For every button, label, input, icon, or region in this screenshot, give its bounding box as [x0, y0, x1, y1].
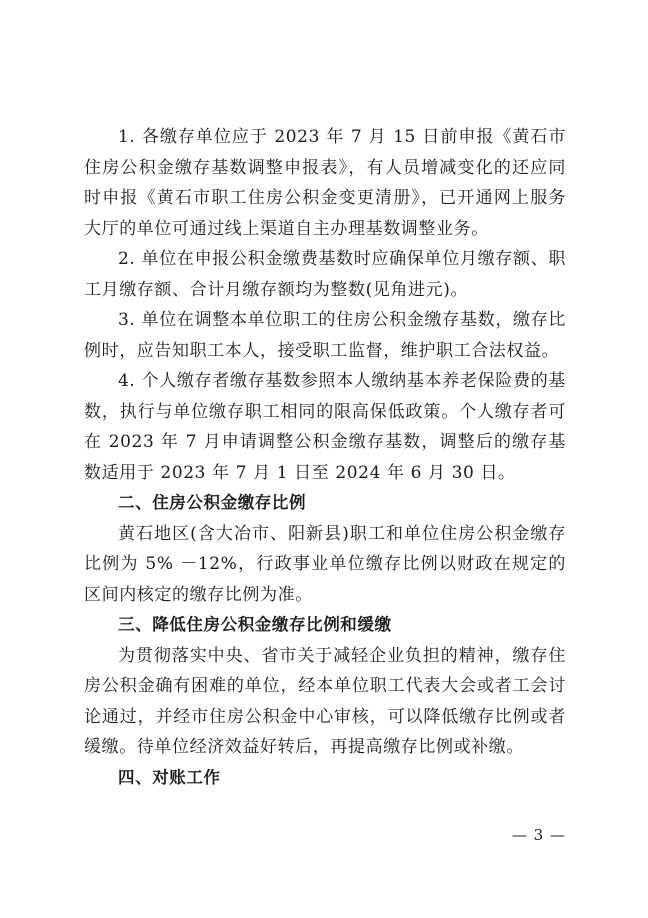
section-heading-reduce-defer: 三、降低住房公积金缴存比例和缓缴 [118, 615, 392, 634]
section-heading-reconciliation: 四、对账工作 [118, 767, 221, 787]
paragraph-reduce-defer: 为贯彻落实中央、省市关于减轻企业负担的精神，缴存住房公积金确有困难的单位，经本单位职工代表大会或者工会讨论通过，并经市住房公积金中心审核，可以降低缴存比例或者缓缴。待单位经济效益好转后，再提高缴存比例或补缴。 [84, 645, 566, 757]
paragraph-contribution-ratio: 黄石地区(含大冶市、阳新县)职工和单位住房公积金缴存比例为 5% －12%，行政事业单位缴存比例以财政在规定的区间内核定的缴存比例为准。 [84, 523, 566, 605]
paragraph-item-2: 2. 单位在申报公积金缴费基数时应确保单位月缴存额、职工月缴存额、合计月缴存额均为整数(见角进元)。 [84, 249, 566, 300]
page-number: — 3 — [511, 826, 566, 844]
paragraph-item-1: 1. 各缴存单位应于 2023 年 7 月 15 日前申报《黄石市住房公积金缴存基数调整申报表》，有人员增减变化的还应同时申报《黄石市职工住房公积金变更清册》，已开通网上服务大厅的单位可通过线上渠道自主办理基数调整业务。 [84, 127, 566, 239]
document-body [84, 122, 566, 793]
paragraph-item-4: 4. 个人缴存者缴存基数参照本人缴纳基本养老保险费的基数，执行与单位缴存职工相同的限高保低政策。个人缴存者可在 2023 年 7 月申请调整公积金缴存基数，调整后的缴存基数适用于 2023 年 7 月 1 日至 2024 年 6 月 30 日。 [84, 371, 566, 483]
paragraph-item-3: 3. 单位在调整本单位职工的住房公积金缴存基数，缴存比例时，应告知职工本人，接受职工监督，维护职工合法权益。 [84, 310, 566, 361]
section-heading-contribution-ratio: 二、住房公积金缴存比例 [118, 493, 307, 512]
